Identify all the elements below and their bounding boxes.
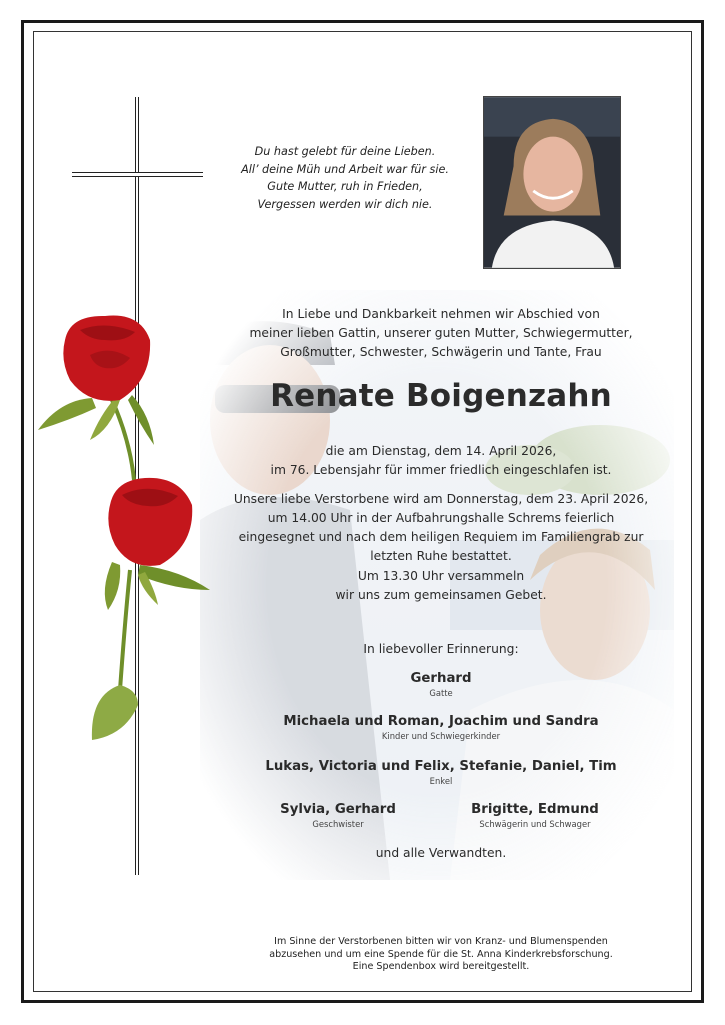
gathering-info bbox=[210, 567, 672, 605]
roses-illustration bbox=[30, 300, 240, 750]
poem-line: Du hast gelebt für deine Lieben. bbox=[254, 145, 436, 158]
death-line: im 76. Lebensjahr für immer friedlich eingeschlafen ist. bbox=[270, 463, 612, 477]
family-role: Geschwister bbox=[312, 819, 364, 829]
gathering-line: wir uns zum gemeinsamen Gebet. bbox=[335, 588, 547, 602]
intro-line: Großmutter, Schwester, Schwägerin und Tante, Frau bbox=[280, 345, 602, 359]
family-husband bbox=[210, 671, 672, 698]
funeral-line: Unsere liebe Verstorbene wird am Donnerstag, dem 23. April 2026, bbox=[233, 492, 649, 506]
family-name: Sylvia, Gerhard bbox=[280, 802, 396, 817]
intro-text bbox=[210, 305, 672, 362]
funeral-line: eingesegnet und nach dem heiligen Requiem im Familiengrab zur bbox=[238, 530, 644, 544]
family-inlaws bbox=[460, 802, 610, 829]
memory-heading: In liebevoller Erinnerung: bbox=[363, 642, 519, 656]
family-children bbox=[210, 714, 672, 741]
poem bbox=[210, 143, 480, 213]
family-name: Brigitte, Edmund bbox=[471, 802, 599, 817]
funeral-details bbox=[210, 490, 672, 566]
relatives-line: und alle Verwandten. bbox=[375, 846, 507, 860]
donation-note bbox=[210, 936, 672, 974]
family-name: Michaela und Roman, Joachim und Sandra bbox=[283, 714, 599, 729]
family-name: Gerhard bbox=[410, 671, 472, 686]
cross-horizontal-beam bbox=[72, 172, 203, 177]
intro-line: meiner lieben Gattin, unserer guten Mutter, Schwiegermutter, bbox=[249, 326, 633, 340]
donation-line: abzusehen und um eine Spende für die St. Anna Kinderkrebsforschung. bbox=[269, 948, 613, 960]
family-siblings bbox=[258, 802, 418, 829]
funeral-line: um 14.00 Uhr in der Aufbahrungshalle Schrems feierlich bbox=[267, 511, 615, 525]
family-role: Kinder und Schwiegerkinder bbox=[381, 731, 501, 741]
family-role: Schwägerin und Schwager bbox=[479, 819, 591, 829]
portrait-photo bbox=[483, 96, 621, 269]
deceased-name: Renate Boigenzahn bbox=[270, 378, 612, 414]
poem-line: Vergessen werden wir dich nie. bbox=[257, 197, 433, 211]
poem-line: Gute Mutter, ruh in Frieden, bbox=[267, 180, 423, 193]
family-grandchildren bbox=[210, 759, 672, 786]
family-name: Lukas, Victoria und Felix, Stefanie, Daniel, Tim bbox=[265, 759, 617, 774]
donation-line: Eine Spendenbox wird bereitgestellt. bbox=[352, 961, 530, 972]
funeral-line: letzten Ruhe bestattet. bbox=[370, 549, 512, 563]
death-line: die am Dienstag, dem 14. April 2026, bbox=[325, 444, 557, 458]
intro-line: In Liebe und Dankbarkeit nehmen wir Abschied von bbox=[282, 307, 600, 321]
gathering-line: Um 13.30 Uhr versammeln bbox=[357, 569, 525, 583]
poem-line: All’ deine Müh und Arbeit war für sie. bbox=[241, 162, 449, 176]
family-role: Enkel bbox=[429, 776, 453, 786]
death-notice bbox=[210, 442, 672, 480]
donation-line: Im Sinne der Verstorbenen bitten wir von Kranz- und Blumenspenden bbox=[274, 936, 608, 947]
family-role: Gatte bbox=[429, 688, 453, 698]
